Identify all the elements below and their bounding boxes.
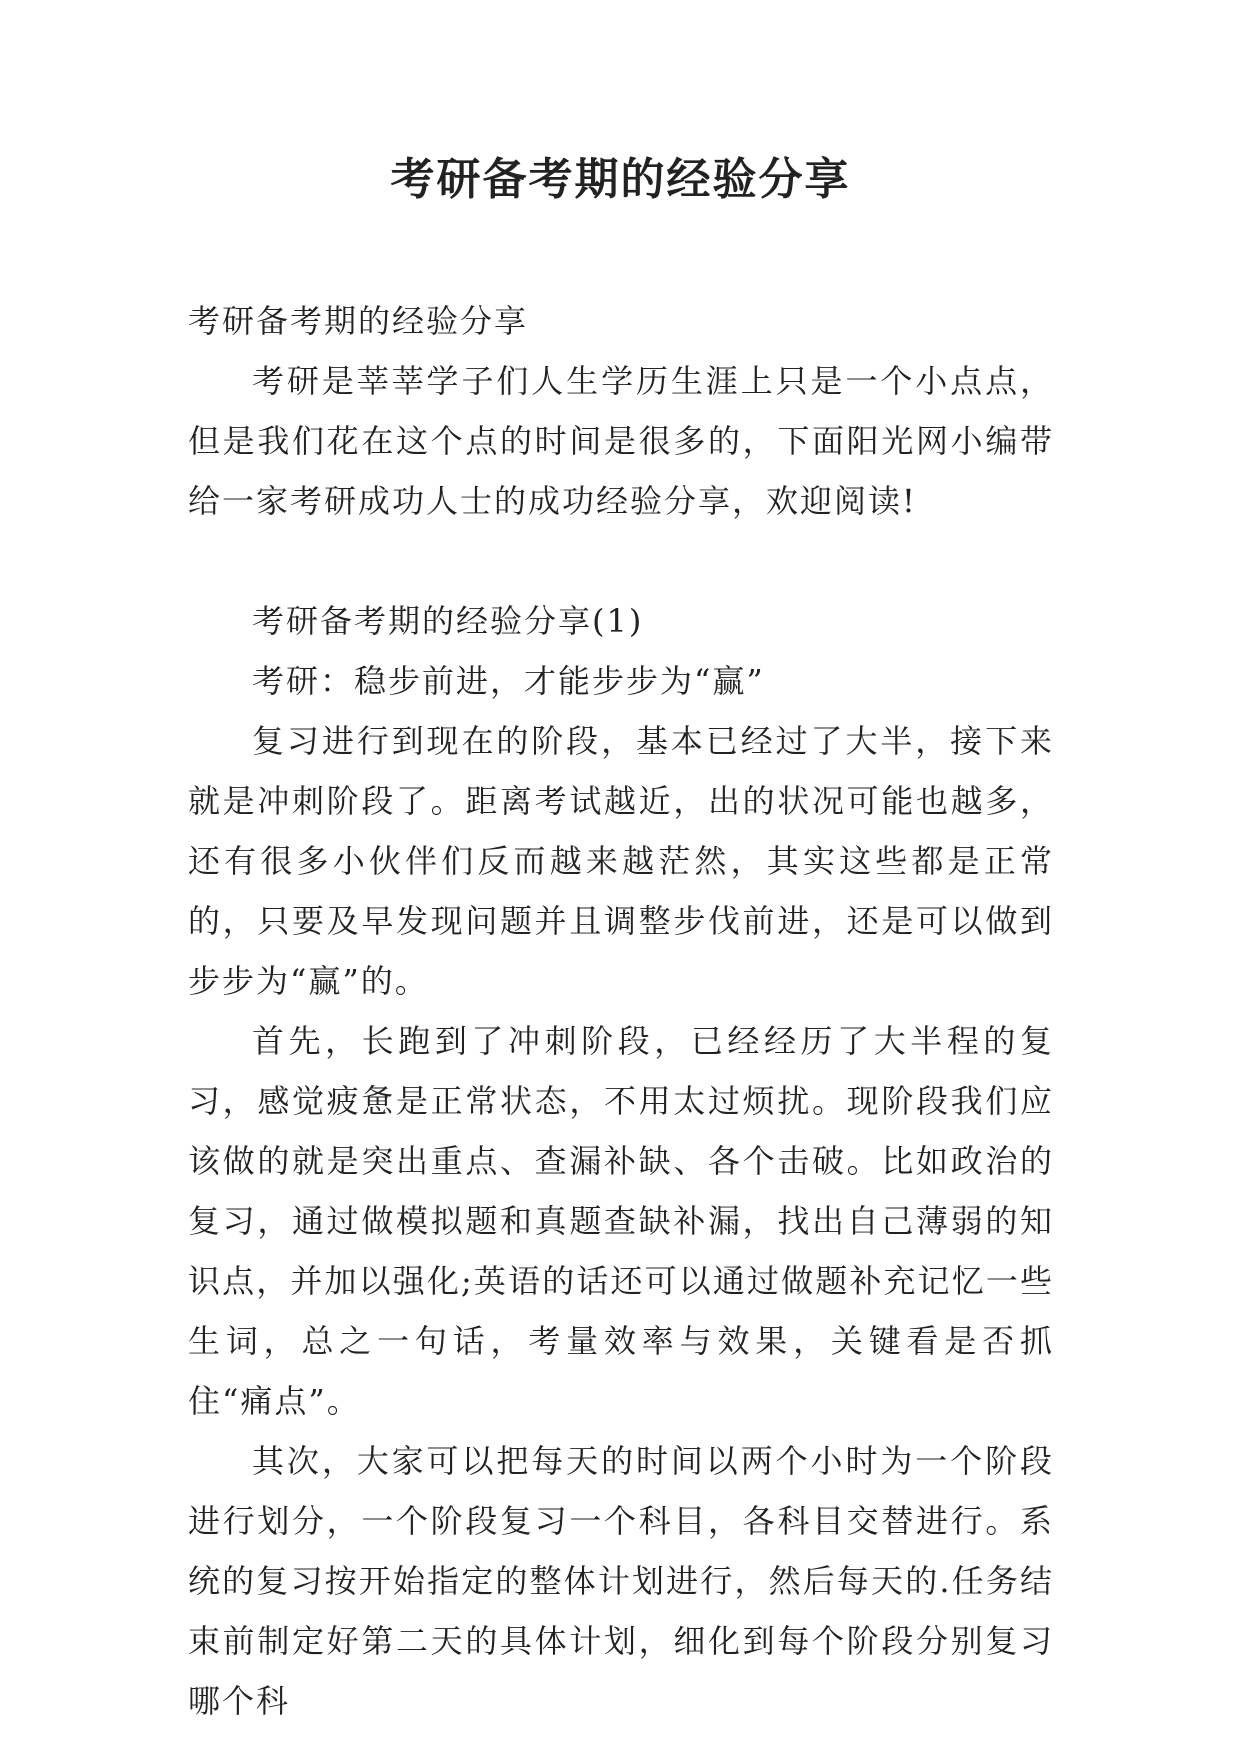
document-title: 考研备考期的经验分享 xyxy=(390,154,851,205)
body-paragraph: 其次，大家可以把每天的时间以两个小时为一个阶段进行划分，一个阶段复习一个科目，各科目交替进行。系统的复习按开始指定的整体计划进行，然后每天的.任务结束前制定好第二天的具体计划，细化到每个阶段分别复习哪个科 xyxy=(188,1442,1054,1720)
paragraph-spacer xyxy=(188,531,1054,591)
intro-paragraph: 考研是莘莘学子们人生学历生涯上只是一个小点点，但是我们花在这个点的时间是很多的，下面阳光网小编带给一家考研成功人士的成功经验分享，欢迎阅读! xyxy=(188,362,1054,520)
section-heading: 考研备考期的经验分享(1) xyxy=(252,602,644,640)
document-subtitle: 考研备考期的经验分享 xyxy=(188,302,529,340)
body-paragraph: 复习进行到现在的阶段，基本已经过了大半，接下来就是冲刺阶段了。距离考试越近，出的状况可能也越多，还有很多小伙伴们反而越来越茫然，其实这些都是正常的，只要及早发现问题并且调整步伐前进，还是可以做到步步为“赢”的。 xyxy=(188,722,1054,1000)
section-subheading: 考研：稳步前进，才能步步为“赢” xyxy=(252,662,765,700)
body-paragraph: 首先，长跑到了冲刺阶段，已经经历了大半程的复习，感觉疲惫是正常状态，不用太过烦扰。现阶段我们应该做的就是突出重点、查漏补缺、各个击破。比如政治的复习，通过做模拟题和真题查缺补漏，找出自己薄弱的知识点，并加以强化;英语的话还可以通过做题补充记忆一些生词，总之一句话，考量效率与效果，关键看是否抓住“痛点”。 xyxy=(188,1022,1054,1420)
document-body xyxy=(188,291,1054,1731)
